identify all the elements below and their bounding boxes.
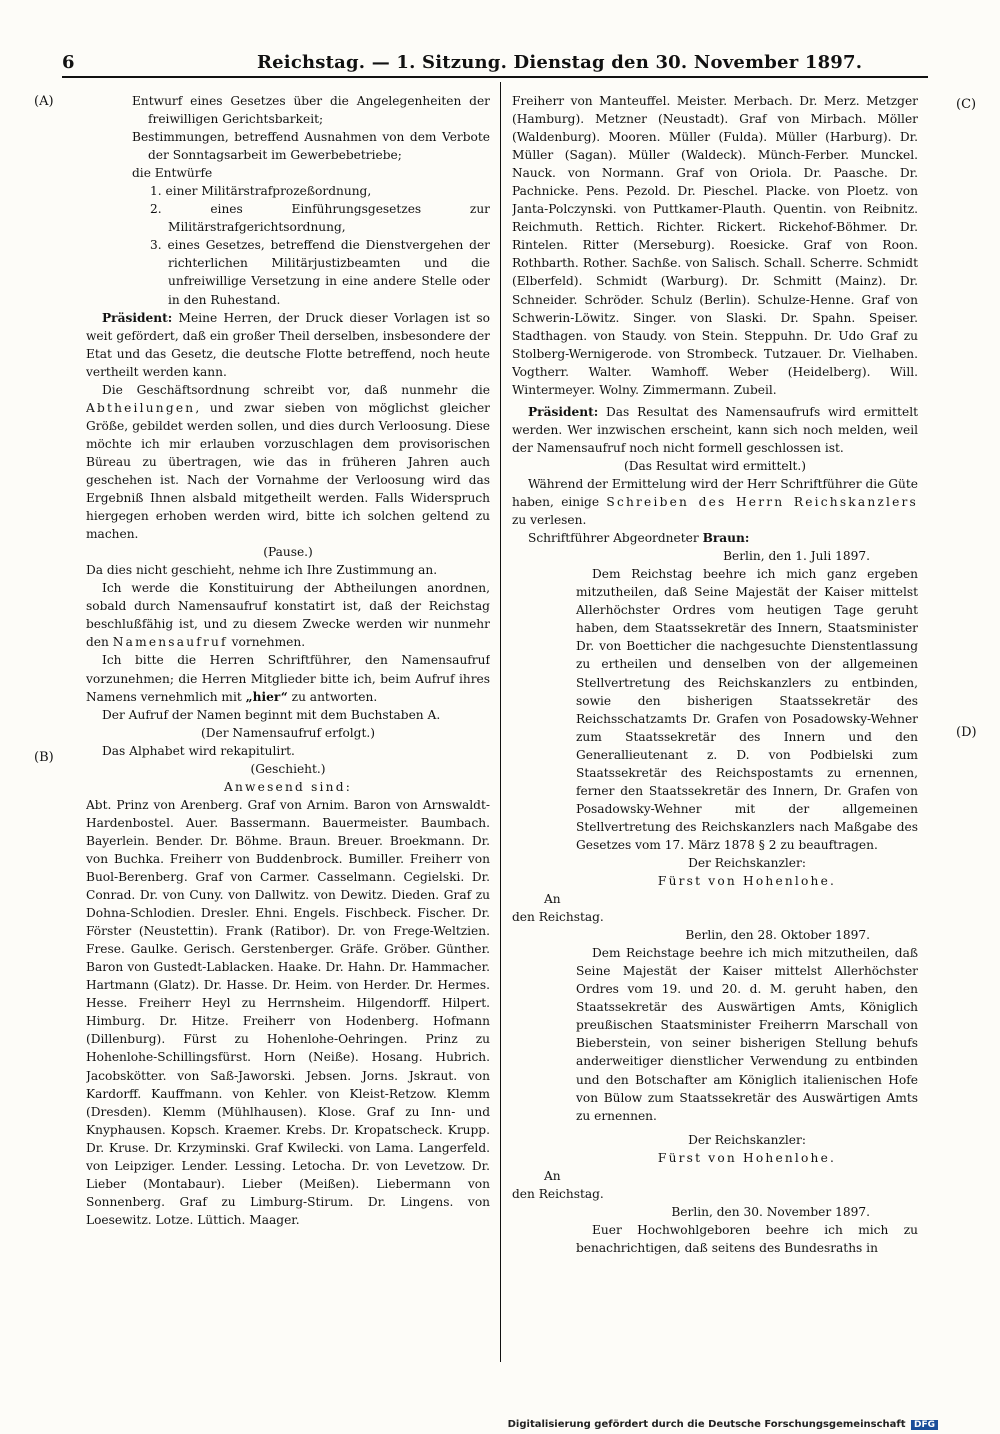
text-run: vornehmen. [227, 635, 306, 650]
letter-signature-title: Der Reichskanzler: [688, 855, 806, 870]
speaker-name: Präsident: [102, 310, 173, 325]
text-run: zu antworten. [287, 689, 378, 704]
emphasis: Namensaufruf [112, 635, 228, 650]
stage-note: (Geschieht.) [250, 761, 326, 776]
credit-text: Digitalisierung gefördert durch die Deutsche Forschungsgemeinschaft [507, 1419, 906, 1430]
letter-date: Berlin, den 30. November 1897. [671, 1204, 870, 1219]
paragraph: Das Alphabet wird rekapitulirt. [102, 743, 295, 758]
letter-3 [512, 1203, 918, 1257]
letter-body: Dem Reichstag beehre ich mich ganz ergeben mitzutheilen, daß Seine Majestät der Kaiser mittelst Allerhöchster Ordres vom heutigen Tage geruht haben, dem Staatssekretär des Innern, Staatsminister Dr. von Boetticher die nachgesuchte Dienstentlassung zu ertheilen und denselben von der allgemeinen Stellvertretung des Reichskanzlers zu entbinden, sowie den bisherigen Staatssekretär des Reichsschatzamts Dr. Grafen von Posadowsky-Wehner zum Staatssekretär des Innern und den Generallieutenant z. D. von Podbielski zum Staatssekretär des Reichspostamts zu ernennen, ferner den Staatssekretär des Innern, Dr. Grafen von Posadowsky-Wehner mit der allgemeinen Stellvertretung des Reichskanzlers nach Maßgabe des Gesetzes vom 17. März 1878 § 2 zu beauftragen. [576, 567, 918, 852]
paragraph: Der Aufruf der Namen beginnt mit dem Buchstaben A. [102, 707, 441, 722]
letter-2 [512, 926, 918, 1167]
paragraph [512, 475, 918, 529]
margin-marker-d: (D) [956, 725, 977, 740]
letter-address: An [544, 1168, 561, 1183]
text-run: zu verlesen. [512, 513, 587, 528]
dfg-logo: DFG [911, 1420, 938, 1430]
speech-text: Meine Herren, der Druck dieser Vorlagen ist so weit gefördert, daß ein großer Theil derselben, insbesondere der Etat und das Gesetz, die deutsche Flotte betreffend, noch heute vertheilt werden kann. [86, 310, 490, 379]
drafts-intro: die Entwürfe [132, 166, 213, 181]
stage-note: (Der Namensaufruf erfolgt.) [200, 725, 376, 740]
text-run: Während der Ermittelung wird der Herr Schriftführer die Güte haben, einige [512, 476, 918, 510]
emphasis: Abtheilungen [86, 400, 196, 415]
stage-note: (Das Resultat wird ermittelt.) [623, 458, 806, 473]
paragraph [86, 651, 490, 705]
header-rule [62, 76, 928, 78]
paragraph: Da dies nicht geschieht, nehme ich Ihre Zustimmung an. [86, 563, 438, 578]
right-column [512, 92, 918, 1358]
text-run: Ich werde die Konstituirung der Abtheilungen anordnen, sobald durch Namensaufruf konstatirt ist, daß der Reichstag beschlußfähig ist, und zu diesem Zwecke werden wir nunmehr den [86, 581, 490, 650]
president-speech [512, 403, 918, 457]
running-title: Reichstag. — 1. Sitzung. Dienstag den 30. November 1897. [257, 52, 863, 73]
agenda-item: Entwurf eines Gesetzes über die Angelegenheiten der freiwilligen Gerichtsbarkeit; [132, 94, 490, 127]
page-number: 6 [62, 52, 75, 73]
president-speech [86, 309, 490, 381]
member-list: Abt. Prinz von Arenberg. Graf von Arnim. Baron von Arnswaldt-Hardenbostel. Auer. Bassermann. Bauermeister. Baumbach. Bayerlein. Bender. Dr. Böhme. Braun. Breuer. Broekmann. Dr. von Buchka. Freiherr von Buddenbrock. Bumiller. Freiherr von Buol-Berenberg. Graf von Carmer. Casselmann. Cegielski. Dr. Conrad. Dr. von Cuny. von Dallwitz. von Dewitz. Dieden. Graf zu Dohna-Schlodien. Dresler. Ehni. Engels. Fischbeck. Fischer. Dr. Förster (Neustettin). Frank (Ratibor). Dr. von Frege-Weltzien. Frese. Gaulke. Gerisch. Gerstenberger. Gräfe. Gröber. Günther. Baron von Gustedt-Lablacken. Haake. Dr. Hahn. Dr. Hammacher. Hartmann (Glatz). Dr. Hasse. Dr. Heim. von Herder. Dr. Hermes. Hesse. Freiherr Heyl zu Herrnsheim. Hilgendorff. Hilpert. Himburg. Dr. Hitze. Freiherr von Hodenberg. Hofmann (Dillenburg). Fürst zu Hohenlohe-Oehringen. Prinz zu Hohenlohe-Schillingsfürst. Horn (Neiße). Hosang. Hubrich. Jacobskötter. von Saß-Jaworski. Jebsen. Jorns. Jskraut. von Kardorff. Kauffmann. von Kehler. von Kleist-Retzow. Klemm (Dresden). Klemm (Mühlhausen). Klose. Graf zu Inn- und Knyphausen. Kopsch. Kraemer. Krebs. Dr. Kropatscheck. Krupp. Dr. Kruse. Dr. Krzyminski. Graf Kwilecki. von Lama. Langerfeld. von Leipziger. Lender. Lessing. Letocha. Dr. von Levetzow. Dr. Lieber (Montabaur). Lieber (Meißen). Liebermann von Sonnenberg. Graf zu Limburg-Stirum. Dr. Lingens. von Loesewitz. Lotze. Lüttich. Maager. [86, 797, 490, 1227]
letter-address: den Reichstag. [512, 1186, 604, 1201]
text-run: Ich bitte die Herren Schriftführer, den Namensaufruf vorzunehmen; die Herren Mitglieder bitte ich, beim Aufruf ihres Namens vernehmlich mit [86, 653, 490, 704]
margin-marker-a: (A) [34, 94, 54, 109]
paragraph [86, 579, 490, 651]
secretary-line [512, 529, 918, 547]
paragraph [86, 381, 490, 543]
letter-date: Berlin, den 1. Juli 1897. [723, 549, 870, 564]
column-divider [500, 82, 501, 1362]
left-column [86, 92, 490, 1358]
speaker-name: Braun: [702, 531, 750, 546]
letter-address: den Reichstag. [512, 910, 604, 925]
stage-note: (Pause.) [263, 545, 313, 560]
letter-address: An [544, 892, 561, 907]
margin-marker-c: (C) [956, 97, 977, 112]
present-heading: Anwesend sind: [224, 779, 352, 794]
member-list-continued: Freiherr von Manteuffel. Meister. Merbach. Dr. Merz. Metzger (Hamburg). Metzner (Neustadt). Graf von Mirbach. Möller (Waldenburg). Mooren. Müller (Fulda). Müller (Harburg). Dr. Müller (Sagan). Müller (Waldeck). Münch-Ferber. Munckel. Nauck. von Normann. Graf von Oriola. Dr. Paasche. Dr. Pachnicke. Pens. Pezold. Dr. Pieschel. Placke. von Ploetz. von Janta-Polczynski. von Puttkamer-Plauth. Quentin. von Reibnitz. Reichmuth. Rettich. Richter. Rickert. Rickehof-Böhmer. Dr. Rintelen. Ritter (Merseburg). Roesicke. Graf von Roon. Rothbarth. Rother. Sachße. von Salisch. Schall. Scherre. Schmidt (Elberfeld). Schmidt (Warburg). Dr. Schmitt (Mainz). Dr. Schneider. Schröder. Schulz (Berlin). Schulze-Henne. Graf von Schwerin-Löwitz. Singer. von Slaski. Dr. Spahn. Speiser. Stadthagen. von Staudy. von Stein. Steppuhn. Dr. Udo Graf zu Stolberg-Wernigerode. von Strombeck. Tutzauer. Dr. Vielhaben. Vogtherr. Walter. Wamhoff. Weber (Heidelberg). Will. Wintermeyer. Wolny. Zimmermann. Zubeil. [512, 94, 918, 397]
draft-item: 2. eines Einführungsgesetzes zur Militärstrafgerichtsordnung, [150, 202, 490, 235]
text-run: , und zwar sieben von möglichst gleicher Größe, gebildet werden sollen, und dies durch Verloosung. Diese möchte ich mir erlauben vorzuschlagen dem provisorischen Büreau zu übertragen, wie das in früheren Jahren auch geschehen ist. Nach der Vornahme der Verloosung wird das Ergebniß Ihnen alsbald mitgetheilt werden. Falls Widerspruch hiergegen erhoben werden wird, bitte ich solchen geltend zu machen. [86, 400, 490, 542]
letter-signature-name: Fürst von Hohenlohe. [657, 1150, 837, 1165]
letter-1 [512, 547, 918, 890]
letter-signature-title: Der Reichskanzler: [688, 1132, 806, 1147]
digitization-credit [508, 1419, 938, 1430]
quote: „hier“ [245, 689, 288, 704]
margin-marker-b: (B) [34, 750, 54, 765]
draft-item: 1. einer Militärstrafprozeßordnung, [150, 184, 372, 199]
agenda-item: Bestimmungen, betreffend Ausnahmen von dem Verbote der Sonntagsarbeit im Gewerbebetriebe; [132, 130, 490, 163]
page-header [62, 46, 922, 76]
letter-body: Euer Hochwohlgeboren beehre ich mich zu benachrichtigen, daß seitens des Bundesraths in [576, 1222, 918, 1255]
speech-text: Das Resultat des Namensaufrufs wird ermittelt werden. Wer inzwischen erscheint, kann sich noch melden, weil der Namensaufruf noch nicht formell geschlossen ist. [512, 404, 918, 455]
speaker-name: Präsident: [528, 404, 599, 419]
draft-item: 3. eines Gesetzes, betreffend die Dienstvergehen der richterlichen Militärjustizbeamten und die unfreiwillige Versetzung in eine andere Stelle oder in den Ruhestand. [150, 238, 490, 307]
letter-date: Berlin, den 28. Oktober 1897. [685, 928, 870, 943]
text-run: Schriftführer Abgeordneter [528, 531, 703, 546]
letter-body: Dem Reichstage beehre ich mich mitzutheilen, daß Seine Majestät der Kaiser mittelst Allerhöchster Ordres vom 19. und 20. d. M. geruht haben, den Staatssekretär des Auswärtigen Amts, Königlich preußischen Staatsminister Freiherrn Marschall von Bieberstein, von seiner bisherigen Stellung behufs anderweitiger dienstlicher Verwendung zu entbinden und den Botschafter am Königlich italienischen Hofe von Bülow zum Staatssekretär des Auswärtigen Amts zu ernennen. [576, 946, 918, 1123]
text-run: Die Geschäftsordnung schreibt vor, daß nunmehr die [102, 382, 490, 397]
emphasis: Schreiben des Herrn Reichskanzlers [606, 495, 918, 510]
letter-signature-name: Fürst von Hohenlohe. [657, 874, 837, 889]
